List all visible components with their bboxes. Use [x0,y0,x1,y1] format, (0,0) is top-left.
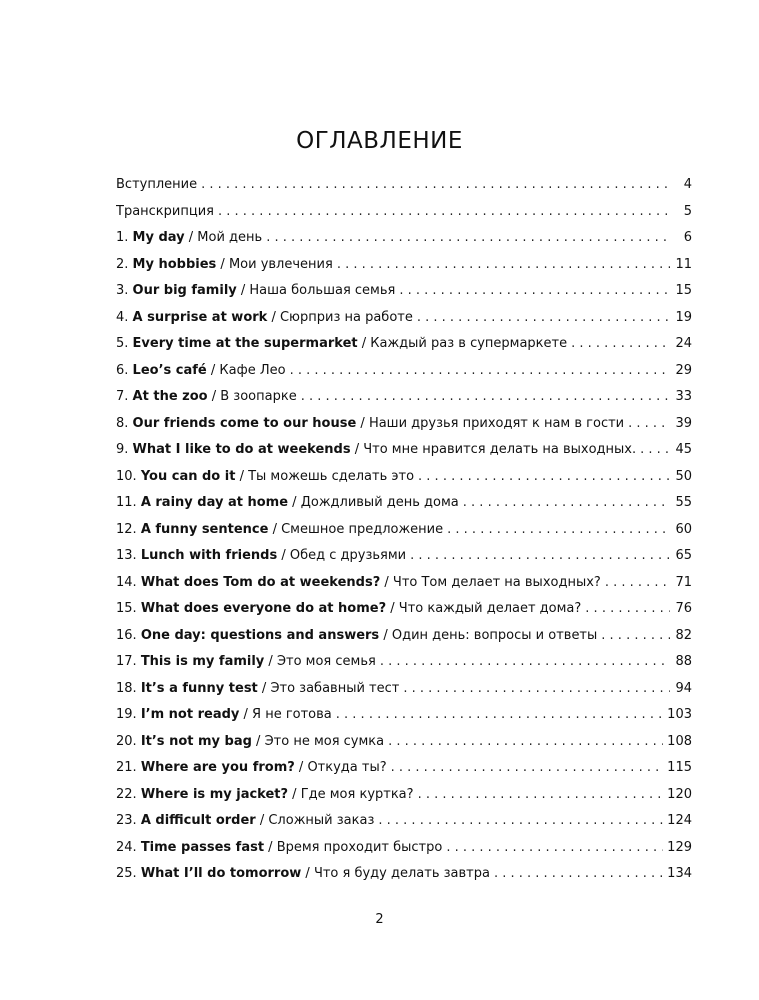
toc-entry-separator: / [350,442,364,457]
table-of-contents [116,172,692,888]
toc-entry-text [116,278,395,305]
toc-entry-number: 25. [116,866,141,881]
toc-entry-page: 115 [667,760,692,775]
toc-entry-russian-title: Что мне нравится делать на выходных. [363,442,637,457]
toc-entry-page: 55 [675,495,692,510]
toc-entry-separator: / [251,733,265,749]
toc-entry-7[interactable] [116,384,692,411]
toc-entry-russian-title: Что Том делает на выходных? [392,574,601,590]
toc-entry-separator: / [184,230,198,245]
toc-entry-english-title: Lunch with friends [140,548,278,563]
toc-entry-english-title: One day: questions and answers [140,627,380,643]
page-title: ОГЛАВЛЕНИЕ [296,128,463,154]
toc-entry-separator: / [294,760,308,775]
toc-entry-russian-title: Это не моя сумка [264,733,385,749]
toc-entry-text [116,172,197,199]
toc-entry-separator: / [239,707,253,722]
toc-entry-number: 17. [116,654,141,669]
toc-entry-18[interactable] [116,676,692,703]
toc-entry-number: 15. [116,601,141,616]
toc-entry-russian-title: Что я буду делать завтра [313,866,490,881]
toc-entry-text [116,358,286,385]
toc-entry-english-title: Leo’s café [132,362,207,378]
toc-entry-english-title: My hobbies [132,256,217,272]
toc-dot-leader [336,702,663,729]
toc-entry-13[interactable] [116,543,692,570]
toc-entry-number: 13. [116,548,141,563]
toc-entry-text [116,464,414,491]
toc-entry-english-title: At the zoo [132,389,208,404]
toc-entry-text [116,596,581,623]
toc-entry-19[interactable] [116,702,692,729]
toc-entry-number: 14. [116,574,141,590]
toc-entry-number: 4. [116,309,133,325]
toc-dot-leader [266,225,670,252]
toc-entry-text [116,331,567,358]
toc-entry-english-title: Time passes fast [140,839,265,855]
toc-entry-page: 11 [675,256,692,272]
toc-entry-english-title: I’m not ready [140,707,240,722]
toc-entry-russian-title: Вступление [116,177,198,192]
toc-entry-english-title: Where are you from? [140,760,295,775]
toc-entry-russian-title: Каждый раз в супермаркете [370,336,568,351]
toc-entry-24[interactable] [116,835,692,862]
toc-dot-leader [494,861,663,888]
toc-entry-english-title: It’s not my bag [140,733,252,749]
toc-entry-6[interactable] [116,358,692,385]
toc-entry-2[interactable] [116,252,692,279]
toc-entry-page: 15 [675,283,692,298]
toc-entry-14[interactable] [116,570,692,597]
toc-entry-number: 24. [116,839,141,855]
toc-entry-page: 120 [667,786,692,802]
toc-entry-separator: / [288,495,301,510]
toc-dot-leader [628,411,670,438]
toc-entry-separator: / [301,866,314,881]
toc-entry-english-title: A rainy day at home [140,495,289,510]
toc-dot-leader [417,305,670,332]
toc-entry-number: 16. [116,627,141,643]
toc-entry-number: 18. [116,680,141,696]
toc-entry-8[interactable] [116,411,692,438]
toc-dot-leader [388,729,663,756]
toc-entry-text [116,570,601,597]
toc-dot-leader [446,835,663,862]
toc-entry-text [116,729,384,756]
toc-entry-number: 5. [116,336,133,351]
toc-entry-english-title: What I’ll do tomorrow [140,866,302,881]
toc-dot-leader [380,649,670,676]
toc-entry-english-title: You can do it [140,468,236,484]
toc-entry-separator: / [264,839,277,855]
toc-entry-separator: / [288,786,301,802]
toc-entry-separator: / [235,468,249,484]
toc-entry-text [116,199,214,226]
toc-entry-russian-title: Ты можешь сделать это [248,468,415,484]
toc-entry-page: 29 [675,362,692,378]
toc-entry-text [116,676,399,703]
toc-entry-text [116,517,443,544]
toc-entry-separator: / [277,548,290,563]
toc-entry-text [116,808,374,835]
toc-entry-english-title: Where is my jacket? [140,786,289,802]
toc-entry-page: 45 [675,442,692,457]
toc-entry-russian-title: Это забавный тест [270,680,400,696]
toc-entry-text [116,702,332,729]
toc-entry-separator: / [357,336,371,351]
toc-dot-leader [290,358,670,385]
toc-entry-english-title: My day [132,230,185,245]
toc-entry-page: 33 [675,389,692,404]
toc-entry-5[interactable] [116,331,692,358]
toc-entry-9[interactable] [116,437,692,464]
toc-entry-english-title: A funny sentence [140,521,269,537]
toc-entry-page: 124 [667,813,692,828]
toc-entry-separator: / [386,601,399,616]
toc-entry-english-title: Our big family [132,283,237,298]
toc-entry-separator: / [255,813,269,828]
toc-entry-page: 4 [683,177,692,192]
toc-entry-text [116,782,414,809]
toc-entry-page: 19 [675,309,692,325]
toc-entry-english-title: What I like to do at weekends [132,442,351,457]
toc-entry-russian-title: Я не готова [252,707,332,722]
toc-entry-page: 71 [675,574,692,590]
toc-entry-separator: / [380,574,393,590]
toc-entry-number: 21. [116,760,141,775]
toc-entry-separator: / [267,309,280,325]
toc-entry-22[interactable] [116,782,692,809]
toc-entry-page: 65 [675,548,692,563]
toc-entry-russian-title: Время проходит быстро [276,839,443,855]
toc-entry-number: 22. [116,786,141,802]
toc-entry-separator: / [268,521,282,537]
toc-entry-russian-title: Сюрприз на работе [279,309,413,325]
toc-entry-english-title: Every time at the supermarket [132,336,358,351]
toc-entry-page: 6 [683,230,692,245]
toc-entry-english-title: This is my family [140,654,265,669]
toc-entry-russian-title: Наши друзья приходят к нам в гости [368,415,625,431]
toc-entry-transcription[interactable] [116,199,692,226]
toc-dot-leader [585,596,670,623]
toc-entry-page: 134 [667,866,692,881]
toc-dot-leader [410,543,670,570]
toc-entry-number: 23. [116,813,141,828]
toc-entry-16[interactable] [116,623,692,650]
toc-entry-separator: / [379,627,392,643]
toc-entry-russian-title: Откуда ты? [307,760,387,775]
toc-entry-page: 94 [675,680,692,696]
toc-entry-text [116,755,387,782]
toc-entry-text [116,384,297,411]
toc-entry-number: 19. [116,707,141,722]
toc-entry-separator: / [257,680,271,696]
toc-entry-1[interactable] [116,225,692,252]
toc-entry-number: 12. [116,521,141,537]
toc-entry-russian-title: Обед с друзьями [289,548,407,563]
toc-entry-text [116,411,624,438]
toc-entry-page: 82 [675,627,692,643]
toc-entry-russian-title: Дождливый день дома [300,495,459,510]
toc-entry-text [116,649,376,676]
toc-entry-number: 1. [116,230,133,245]
toc-entry-text [116,437,636,464]
toc-entry-number: 11. [116,495,141,510]
toc-entry-russian-title: Мой день [197,230,263,245]
toc-entry-russian-title: Что каждый делает дома? [398,601,582,616]
toc-entry-separator: / [206,362,220,378]
toc-entry-separator: / [207,389,221,404]
toc-entry-english-title: What does everyone do at home? [140,601,387,616]
toc-entry-page: 60 [675,521,692,537]
toc-entry-english-title: Our friends come to our house [132,415,357,431]
toc-entry-separator: / [356,415,369,431]
toc-entry-number: 20. [116,733,141,749]
toc-entry-text [116,543,406,570]
toc-entry-number: 10. [116,468,141,484]
toc-entry-english-title: A difficult order [140,813,256,828]
toc-entry-page: 24 [675,336,692,351]
toc-entry-10[interactable] [116,464,692,491]
toc-entry-25[interactable] [116,861,692,888]
toc-dot-leader [447,517,670,544]
toc-entry-english-title: A surprise at work [132,309,268,325]
toc-entry-page: 88 [675,654,692,669]
toc-entry-separator: / [216,256,229,272]
toc-entry-text [116,623,597,650]
toc-entry-english-title: What does Tom do at weekends? [140,574,381,590]
toc-entry-4[interactable] [116,305,692,332]
toc-dot-leader [418,464,670,491]
toc-entry-number: 2. [116,256,133,272]
toc-entry-english-title: It’s a funny test [140,680,258,696]
toc-entry-20[interactable] [116,729,692,756]
toc-entry-text [116,252,333,279]
toc-entry-number: 8. [116,415,133,431]
toc-entry-text [116,225,262,252]
toc-dot-leader [391,755,664,782]
toc-dot-leader [571,331,670,358]
toc-entry-separator: / [236,283,250,298]
toc-entry-number: 9. [116,442,133,457]
toc-entry-separator: / [264,654,277,669]
toc-entry-russian-title: Кафе Лео [219,362,286,378]
toc-entry-page: 39 [675,415,692,431]
toc-dot-leader [403,676,670,703]
toc-entry-12[interactable] [116,517,692,544]
toc-entry-page: 103 [667,707,692,722]
toc-dot-leader [201,172,670,199]
toc-dot-leader [463,490,670,517]
toc-entry-page: 129 [667,839,692,855]
toc-dot-leader [399,278,670,305]
toc-entry-text [116,490,459,517]
toc-entry-russian-title: Это моя семья [276,654,376,669]
toc-entry-number: 3. [116,283,133,298]
toc-entry-text [116,861,490,888]
toc-entry-17[interactable] [116,649,692,676]
toc-entry-russian-title: В зоопарке [220,389,297,404]
toc-dot-leader [301,384,670,411]
toc-entry-russian-title: Сложный заказ [268,813,375,828]
toc-entry-russian-title: Транскрипция [116,203,214,219]
toc-entry-15[interactable] [116,596,692,623]
toc-entry-russian-title: Мои увлечения [228,256,333,272]
toc-entry-3[interactable] [116,278,692,305]
toc-entry-page: 76 [675,601,692,616]
toc-dot-leader [337,252,670,279]
toc-dot-leader [418,782,664,809]
toc-dot-leader [218,199,670,226]
toc-entry-page: 108 [667,733,692,749]
toc-entry-page: 5 [683,203,692,219]
toc-dot-leader [378,808,663,835]
toc-dot-leader [640,437,670,464]
toc-entry-11[interactable] [116,490,692,517]
toc-entry-intro[interactable] [116,172,692,199]
toc-entry-page: 50 [675,468,692,484]
toc-dot-leader [605,570,670,597]
toc-entry-21[interactable] [116,755,692,782]
toc-entry-23[interactable] [116,808,692,835]
toc-entry-russian-title: Один день: вопросы и ответы [391,627,598,643]
toc-dot-leader [601,623,670,650]
toc-entry-number: 6. [116,362,133,378]
toc-entry-russian-title: Наша большая семья [249,283,396,298]
toc-entry-russian-title: Смешное предложение [281,521,444,537]
page-number: 2 [375,912,384,927]
toc-entry-text [116,835,442,862]
toc-entry-number: 7. [116,389,133,404]
toc-entry-text [116,305,413,332]
toc-entry-russian-title: Где моя куртка? [300,786,414,802]
